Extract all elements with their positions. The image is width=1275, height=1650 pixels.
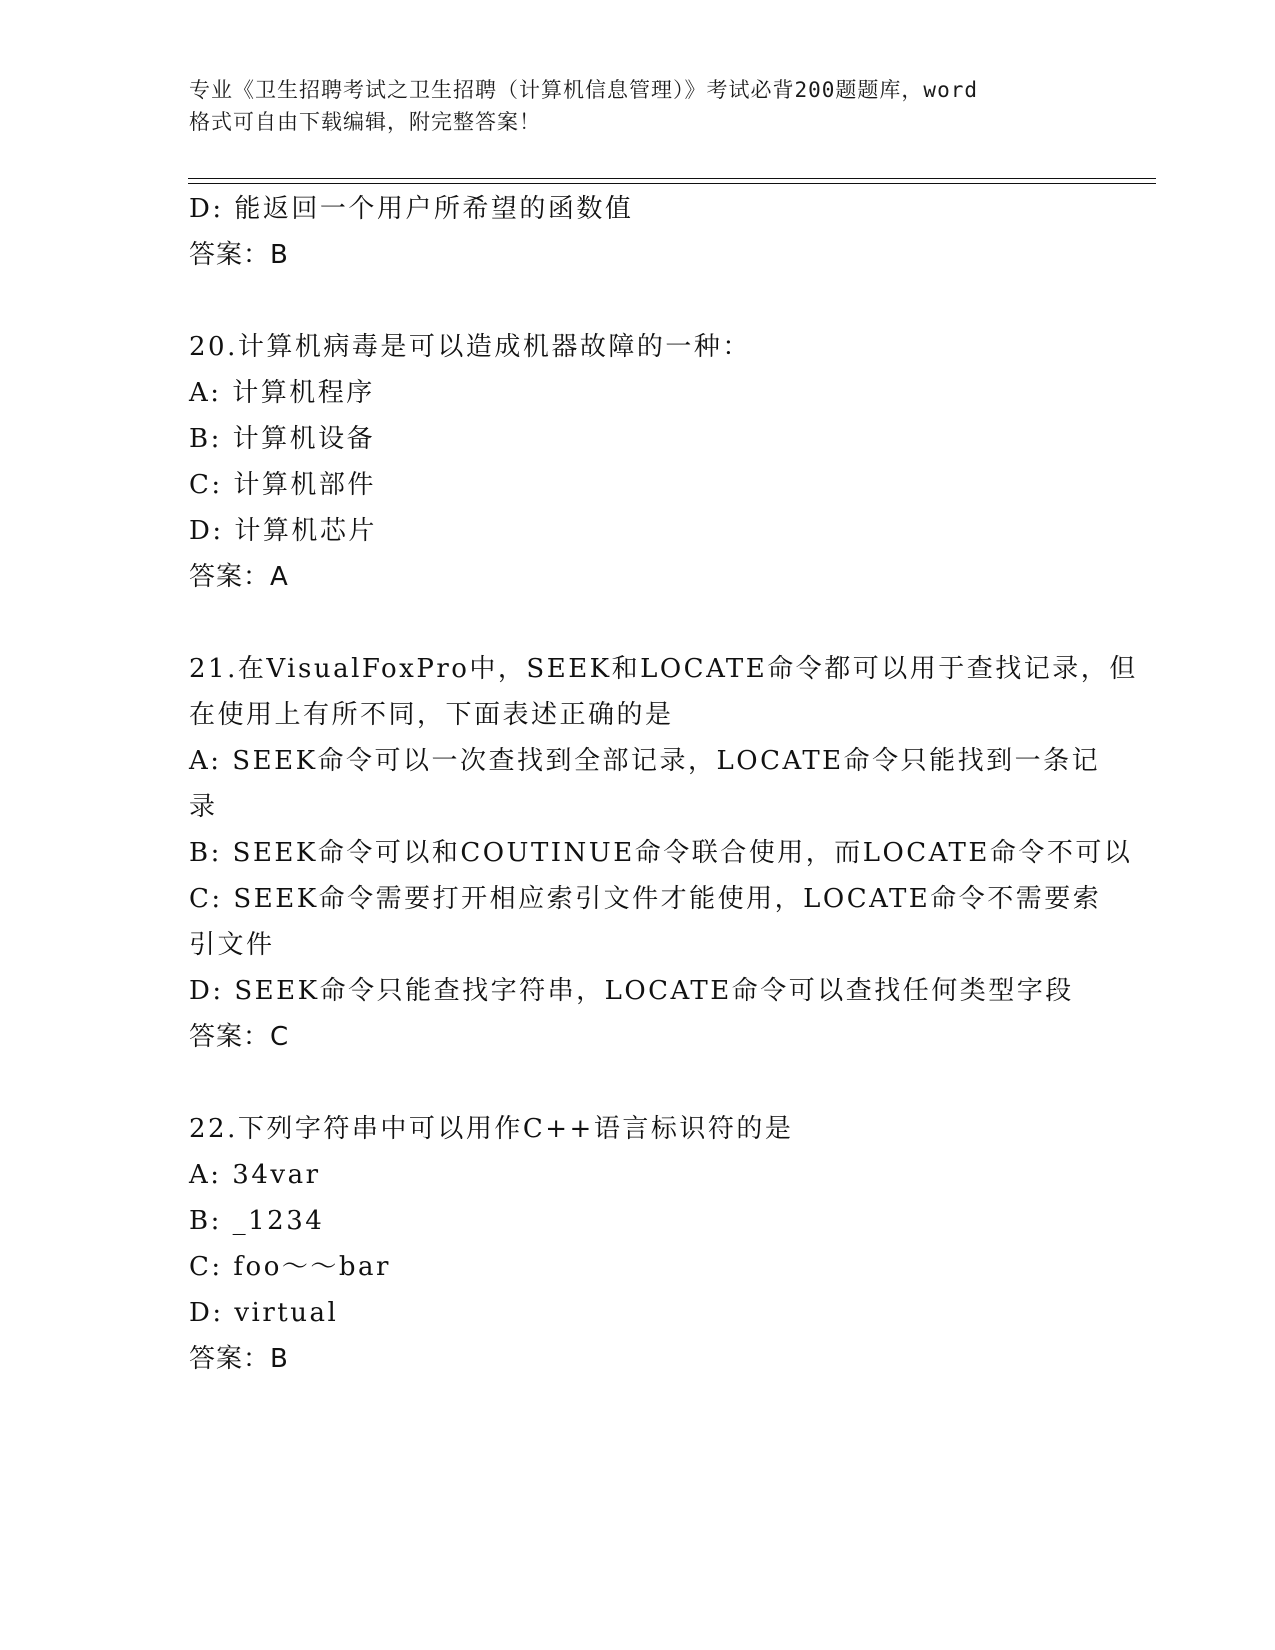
answer-line: 答案：C [189, 1022, 290, 1052]
option-d: D: 能返回一个用户所希望的函数值 [189, 194, 634, 224]
question-stem: 22.下列字符串中可以用作C++语言标识符的是 [189, 1114, 794, 1144]
option-a: A: 34var [189, 1160, 321, 1190]
answer-line: 答案：A [189, 562, 289, 592]
question-22 [189, 1106, 1089, 1382]
option-c: C: foo～～bar [189, 1252, 391, 1282]
question-19-tail [189, 186, 1089, 278]
spacer [189, 1060, 1089, 1106]
option-a-line-1: A: SEEK命令可以一次查找到全部记录，LOCATE命令只能找到一条记 [189, 746, 1101, 776]
option-c-line-1: C: SEEK命令需要打开相应索引文件才能使用，LOCATE命令不需要索 [189, 884, 1102, 914]
spacer [189, 600, 1089, 646]
option-a-line-2: 录 [189, 792, 218, 822]
option-b: B: SEEK命令可以和COUTINUE命令联合使用，而LOCATE命令不可以 [189, 838, 1133, 868]
option-d: D: 计算机芯片 [189, 516, 377, 546]
question-stem-line-2: 在使用上有所不同，下面表述正确的是 [189, 700, 674, 730]
header-line-1: 专业《卫生招聘考试之卫生招聘（计算机信息管理）》考试必背200题题库，word [189, 78, 978, 102]
question-21 [189, 646, 1138, 1060]
header-divider-bottom [188, 183, 1156, 184]
document-header [189, 74, 1089, 138]
answer-line: 答案：B [189, 1344, 289, 1374]
option-d: D: virtual [189, 1298, 339, 1328]
question-20 [189, 324, 1089, 600]
option-b: B: 计算机设备 [189, 424, 376, 454]
option-b: B: _1234 [189, 1206, 325, 1236]
answer-line: 答案：B [189, 240, 289, 270]
header-divider-top [188, 178, 1156, 179]
option-d: D: SEEK命令只能查找字符串，LOCATE命令可以查找任何类型字段 [189, 976, 1074, 1006]
question-stem-line-1: 21.在VisualFoxPro中，SEEK和LOCATE命令都可以用于查找记录，但 [189, 654, 1138, 684]
option-c: C: 计算机部件 [189, 470, 376, 500]
option-c-line-2: 引文件 [189, 930, 275, 960]
option-a: A: 计算机程序 [189, 378, 375, 408]
question-stem: 20.计算机病毒是可以造成机器故障的一种： [189, 332, 751, 362]
header-line-2: 格式可自由下载编辑，附完整答案！ [189, 110, 541, 134]
spacer [189, 278, 1089, 324]
question-list [189, 186, 1138, 1382]
